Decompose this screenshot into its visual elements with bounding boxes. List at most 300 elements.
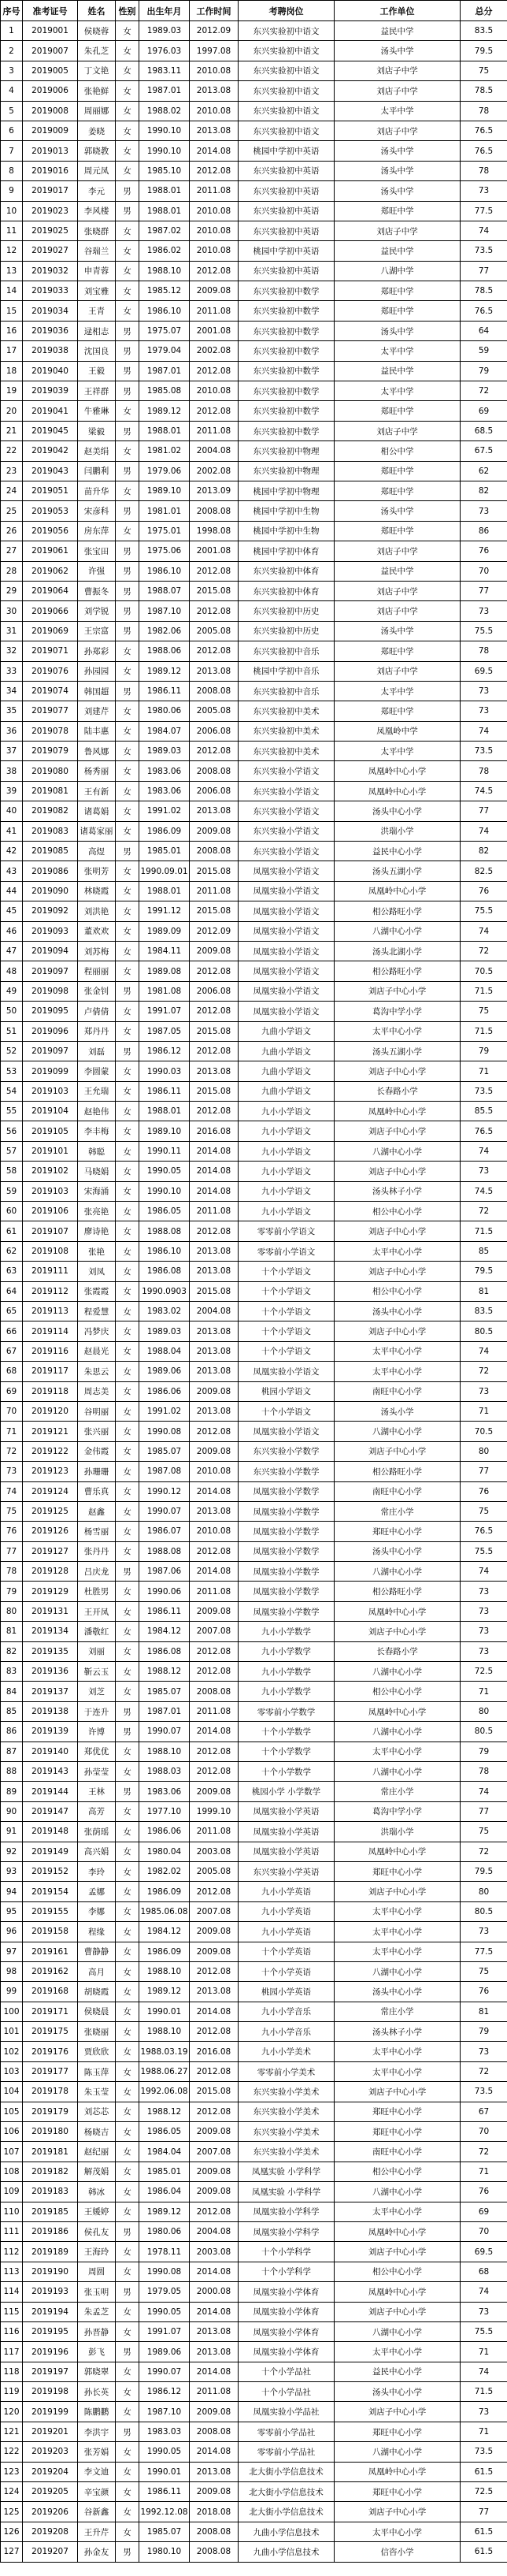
cell-unit: 凤凰岭中心小学	[335, 781, 461, 801]
cell-exam-id: 2019128	[23, 1562, 78, 1582]
cell-gender: 女	[116, 1761, 139, 1781]
cell-birth: 1988.01	[139, 421, 190, 440]
cell-seq: 32	[1, 641, 23, 661]
cell-gender: 男	[116, 461, 139, 481]
cell-seq: 44	[1, 881, 23, 901]
cell-name: 李元	[78, 181, 116, 201]
table-row	[1, 421, 507, 440]
table-row	[1, 1822, 507, 1842]
table-row	[1, 241, 507, 261]
table-row	[1, 2342, 507, 2362]
cell-work-start: 2009.08	[190, 1441, 239, 1461]
cell-post: 北大街小学信息技术	[239, 2502, 335, 2522]
cell-birth: 1976.03	[139, 41, 190, 61]
table-row	[1, 1002, 507, 1021]
cell-score: 85.5	[461, 1102, 507, 1121]
cell-seq: 46	[1, 921, 23, 941]
cell-name: 张明芳	[78, 861, 116, 881]
cell-post: 桃园小学英语	[239, 1982, 335, 2002]
cell-work-start: 2011.08	[190, 301, 239, 321]
cell-exam-id: 2019097	[23, 1041, 78, 1061]
cell-work-start: 2012.08	[190, 1041, 239, 1061]
cell-seq: 127	[1, 2542, 23, 2562]
cell-seq: 102	[1, 2042, 23, 2061]
cell-name: 刘苏梅	[78, 941, 116, 961]
cell-name: 朱孟芝	[78, 2302, 116, 2321]
table-row	[1, 2382, 507, 2402]
cell-gender: 女	[116, 1982, 139, 2002]
table-row	[1, 1722, 507, 1741]
table-row	[1, 2502, 507, 2522]
cell-score: 81	[461, 2002, 507, 2021]
cell-post: 桃园中学初中生物	[239, 521, 335, 541]
cell-gender: 女	[116, 1181, 139, 1201]
cell-gender: 女	[116, 2162, 139, 2181]
cell-unit: 八湖中心小学	[335, 2442, 461, 2462]
table-row	[1, 2482, 507, 2502]
table-row	[1, 761, 507, 781]
cell-name: 郭晓翠	[78, 2362, 116, 2381]
cell-score: 67.5	[461, 441, 507, 461]
cell-score: 79	[461, 1741, 507, 1761]
cell-score: 76	[461, 541, 507, 561]
cell-exam-id: 2019033	[23, 281, 78, 301]
cell-work-start: 2015.08	[190, 2082, 239, 2102]
cell-seq: 29	[1, 581, 23, 600]
cell-post: 东兴实验初中音乐	[239, 681, 335, 701]
cell-unit: 刘店子中学	[335, 541, 461, 561]
cell-post: 零零前小学品社	[239, 2422, 335, 2441]
cell-post: 桃园小学语文	[239, 1381, 335, 1401]
cell-unit: 刘店子中学	[335, 421, 461, 440]
cell-exam-id: 2019051	[23, 481, 78, 500]
cell-birth: 1986.12	[139, 1041, 190, 1061]
cell-name: 周志美	[78, 1381, 116, 1401]
cell-exam-id: 2019152	[23, 1861, 78, 1881]
cell-work-start: 2013.08	[190, 1321, 239, 1341]
cell-gender: 女	[116, 1641, 139, 1661]
cell-gender: 男	[116, 501, 139, 521]
cell-seq: 1	[1, 21, 23, 41]
cell-post: 凤凰实验小学数学	[239, 1601, 335, 1621]
table-row	[1, 842, 507, 861]
cell-gender: 男	[116, 2342, 139, 2362]
cell-post: 九小小学数学	[239, 1662, 335, 1682]
cell-name: 刘洪艳	[78, 901, 116, 921]
cell-work-start: 2011.08	[190, 1822, 239, 1842]
cell-unit: 刘店子中学	[335, 581, 461, 600]
cell-score: 79.5	[461, 41, 507, 61]
cell-seq: 30	[1, 601, 23, 621]
cell-birth: 1989.12	[139, 1982, 190, 2002]
cell-seq: 81	[1, 1622, 23, 1641]
cell-gender: 女	[116, 2002, 139, 2021]
cell-seq: 13	[1, 261, 23, 281]
cell-exam-id: 2019092	[23, 901, 78, 921]
table-row	[1, 141, 507, 161]
cell-birth: 1986.10	[139, 301, 190, 321]
cell-score: 73	[461, 1622, 507, 1641]
cell-birth: 1984.04	[139, 2142, 190, 2162]
cell-name: 张荫瑶	[78, 1822, 116, 1842]
cell-birth: 1986.08	[139, 1262, 190, 1281]
cell-name: 王祥群	[78, 381, 116, 401]
cell-gender: 女	[116, 2102, 139, 2121]
cell-birth: 1990.07	[139, 1501, 190, 1521]
cell-exam-id: 2019203	[23, 2442, 78, 2462]
cell-post: 东兴实验初中数学	[239, 401, 335, 421]
cell-birth: 1988.07	[139, 581, 190, 600]
cell-birth: 1986.06	[139, 1381, 190, 1401]
cell-name: 韩国超	[78, 681, 116, 701]
cell-post: 东兴实验初中音乐	[239, 641, 335, 661]
cell-gender: 女	[116, 1801, 139, 1821]
cell-birth: 1985.10	[139, 161, 190, 180]
cell-birth: 1989.08	[139, 961, 190, 981]
cell-unit: 相公路旺小学	[335, 1582, 461, 1601]
cell-seq: 87	[1, 1741, 23, 1761]
cell-birth: 1992.06.08	[139, 2082, 190, 2102]
cell-unit: 刘店子中心小学	[335, 1221, 461, 1241]
cell-gender: 男	[116, 2282, 139, 2302]
cell-exam-id: 2019016	[23, 161, 78, 180]
cell-name: 高兴娟	[78, 1842, 116, 1861]
cell-birth: 1988.01	[139, 201, 190, 221]
cell-seq: 15	[1, 301, 23, 321]
cell-birth: 1983.06	[139, 781, 190, 801]
cell-work-start: 2004.08	[190, 2221, 239, 2241]
cell-post: 东兴实验小学美术	[239, 2102, 335, 2121]
table-row	[1, 1302, 507, 1321]
cell-post: 九曲小学语文	[239, 1021, 335, 1041]
cell-exam-id: 2019193	[23, 2282, 78, 2302]
cell-seq: 95	[1, 1901, 23, 1921]
cell-name: 王海玲	[78, 2242, 116, 2262]
cell-name: 陈玉萍	[78, 2061, 116, 2081]
cell-score: 77	[461, 1801, 507, 1821]
cell-exam-id: 2019139	[23, 1722, 78, 1741]
cell-unit: 凤凰岭中心小学	[335, 2462, 461, 2481]
cell-exam-id: 2019204	[23, 2462, 78, 2481]
cell-unit: 汤头中学	[335, 621, 461, 641]
cell-post: 东兴实验初中语文	[239, 121, 335, 140]
cell-score: 70.5	[461, 1422, 507, 1441]
cell-score: 71	[461, 1401, 507, 1421]
cell-name: 李圆蒙	[78, 1061, 116, 1081]
cell-work-start: 2013.08	[190, 1262, 239, 1281]
cell-birth: 1990.01	[139, 2462, 190, 2481]
cell-seq: 52	[1, 1041, 23, 1061]
cell-birth: 1990.07	[139, 1722, 190, 1741]
cell-post: 东兴实验小学美术	[239, 2142, 335, 2162]
table-row	[1, 1982, 507, 2002]
table-row	[1, 1582, 507, 1601]
cell-name: 朱孔芝	[78, 41, 116, 61]
table-row	[1, 1141, 507, 1161]
cell-score: 72	[461, 1202, 507, 1221]
cell-birth: 1986.09	[139, 821, 190, 841]
cell-score: 82	[461, 842, 507, 861]
cell-score: 86	[461, 521, 507, 541]
cell-birth: 1989.12	[139, 401, 190, 421]
cell-seq: 79	[1, 1582, 23, 1601]
cell-post: 凤凰实验小学体育	[239, 2342, 335, 2362]
cell-score: 78	[461, 161, 507, 180]
cell-exam-id: 2019095	[23, 1002, 78, 1021]
cell-gender: 女	[116, 441, 139, 461]
cell-name: 刘磊	[78, 1041, 116, 1061]
table-row	[1, 1682, 507, 1701]
cell-gender: 女	[116, 1081, 139, 1101]
cell-name: 张艳	[78, 1241, 116, 1261]
cell-unit: 八湖中心小学	[335, 1422, 461, 1441]
cell-post: 九小小学语文	[239, 1141, 335, 1161]
cell-seq: 64	[1, 1281, 23, 1301]
header-gender: 性别	[116, 1, 139, 21]
table-row	[1, 2202, 507, 2221]
cell-work-start: 2012.08	[190, 742, 239, 761]
cell-gender: 女	[116, 1202, 139, 1221]
cell-seq: 115	[1, 2302, 23, 2321]
cell-score: 75.5	[461, 621, 507, 641]
cell-gender: 男	[116, 561, 139, 581]
cell-name: 张晓丽	[78, 2022, 116, 2042]
cell-unit: 相公路旺小学	[335, 1462, 461, 1481]
table-row	[1, 381, 507, 401]
cell-seq: 107	[1, 2142, 23, 2162]
cell-score: 83.5	[461, 21, 507, 41]
cell-post: 凤凰实验 小学科学	[239, 2182, 335, 2202]
cell-post: 东兴实验小学美术	[239, 2122, 335, 2142]
cell-unit: 郑旺中学	[335, 481, 461, 500]
cell-seq: 93	[1, 1861, 23, 1881]
cell-birth: 1987.01	[139, 81, 190, 101]
cell-unit: 郑旺中心小学	[335, 2422, 461, 2441]
cell-unit: 郑旺中心小学	[335, 1522, 461, 1541]
cell-post: 凤凰实验小学数学	[239, 1562, 335, 1582]
cell-unit: 常庄小学	[335, 2002, 461, 2021]
table-row	[1, 361, 507, 381]
cell-unit: 刘店子中学	[335, 61, 461, 80]
cell-post: 东兴实验初中数学	[239, 301, 335, 321]
cell-work-start: 2013.08	[190, 1241, 239, 1261]
cell-birth: 1988.08	[139, 1221, 190, 1241]
table-row	[1, 1522, 507, 1541]
cell-gender: 女	[116, 961, 139, 981]
cell-work-start: 2012.08	[190, 961, 239, 981]
cell-gender: 女	[116, 101, 139, 121]
cell-unit: 汤头中心小学	[335, 1541, 461, 1561]
table-row	[1, 121, 507, 140]
cell-birth: 1989.10	[139, 481, 190, 500]
cell-score: 74	[461, 1341, 507, 1361]
cell-work-start: 2014.08	[190, 2302, 239, 2321]
cell-name: 王开凤	[78, 1601, 116, 1621]
cell-name: 赵鑫	[78, 1501, 116, 1521]
cell-gender: 女	[116, 821, 139, 841]
cell-work-start: 2006.08	[190, 981, 239, 1001]
cell-name: 孙金友	[78, 2542, 116, 2562]
cell-unit: 刘店子中心小学	[335, 1162, 461, 1181]
cell-exam-id: 2019147	[23, 1801, 78, 1821]
cell-post: 十个小学英语	[239, 1961, 335, 1981]
cell-exam-id: 2019107	[23, 1221, 78, 1241]
cell-score: 74	[461, 721, 507, 741]
cell-work-start: 2012.08	[190, 1662, 239, 1682]
cell-unit: 八湖中心小学	[335, 1961, 461, 1981]
cell-score: 73	[461, 2302, 507, 2321]
cell-seq: 114	[1, 2282, 23, 2302]
cell-exam-id: 2019105	[23, 1121, 78, 1141]
cell-score: 74	[461, 221, 507, 240]
cell-gender: 男	[116, 842, 139, 861]
cell-name: 申青蓉	[78, 261, 116, 281]
cell-name: 赵纪丽	[78, 2142, 116, 2162]
cell-seq: 27	[1, 541, 23, 561]
cell-work-start: 2009.08	[190, 2122, 239, 2142]
cell-work-start: 2005.08	[190, 701, 239, 721]
table-row	[1, 2462, 507, 2481]
cell-exam-id: 2019045	[23, 421, 78, 440]
cell-birth: 1983.11	[139, 61, 190, 80]
cell-gender: 女	[116, 781, 139, 801]
cell-unit: 信咨小学	[335, 2542, 461, 2562]
cell-gender: 男	[116, 341, 139, 361]
cell-unit: 郑旺中学	[335, 521, 461, 541]
table-row	[1, 1162, 507, 1181]
cell-gender: 女	[116, 1002, 139, 1021]
cell-work-start: 2011.08	[190, 881, 239, 901]
cell-seq: 96	[1, 1922, 23, 1942]
cell-name: 王升芹	[78, 2522, 116, 2541]
cell-gender: 女	[116, 941, 139, 961]
cell-birth: 1987.10	[139, 601, 190, 621]
cell-unit: 汤头中心小学	[335, 801, 461, 821]
cell-exam-id: 2019042	[23, 441, 78, 461]
table-row	[1, 1061, 507, 1081]
cell-name: 杨晓吉	[78, 2122, 116, 2142]
cell-gender: 女	[116, 1901, 139, 1921]
cell-gender: 女	[116, 2042, 139, 2061]
cell-exam-id: 2019185	[23, 2202, 78, 2221]
cell-seq: 56	[1, 1121, 23, 1141]
cell-name: 孙晋静	[78, 2321, 116, 2341]
cell-score: 72	[461, 1362, 507, 1381]
cell-unit: 相公中心小学	[335, 1682, 461, 1701]
cell-gender: 女	[116, 1741, 139, 1761]
cell-birth: 1987.02	[139, 221, 190, 240]
cell-birth: 1988.12	[139, 1662, 190, 1682]
cell-post: 凤凰实验小学语文	[239, 1422, 335, 1441]
cell-score: 78	[461, 101, 507, 121]
cell-unit: 刘店子中心小学	[335, 1441, 461, 1461]
table-row	[1, 1801, 507, 1821]
cell-exam-id: 2019194	[23, 2302, 78, 2321]
cell-unit: 益民中学	[335, 21, 461, 41]
cell-work-start: 2012.08	[190, 1221, 239, 1241]
cell-unit: 郑旺中心小学	[335, 1861, 461, 1881]
cell-score: 78	[461, 761, 507, 781]
cell-name: 郭晓教	[78, 141, 116, 161]
table-row	[1, 161, 507, 180]
cell-name: 陆丰惠	[78, 721, 116, 741]
cell-exam-id: 2019205	[23, 2482, 78, 2502]
cell-exam-id: 2019148	[23, 1822, 78, 1842]
cell-post: 东兴实验小学语文	[239, 761, 335, 781]
cell-exam-id: 2019113	[23, 1302, 78, 1321]
cell-work-start: 2009.08	[190, 1782, 239, 1801]
cell-score: 75.5	[461, 2321, 507, 2341]
cell-work-start: 2012.08	[190, 1961, 239, 1981]
cell-birth: 1986.02	[139, 241, 190, 261]
cell-name: 李娜	[78, 1901, 116, 1921]
table-row	[1, 2082, 507, 2102]
cell-gender: 女	[116, 1481, 139, 1501]
cell-unit: 太平中心小学	[335, 2042, 461, 2061]
cell-unit: 刘店子中学	[335, 81, 461, 101]
cell-exam-id: 2019137	[23, 1682, 78, 1701]
cell-name: 彭飞	[78, 2342, 116, 2362]
cell-birth: 1981.08	[139, 981, 190, 1001]
table-body	[1, 21, 507, 2563]
cell-work-start: 2018.08	[190, 2502, 239, 2522]
cell-score: 74	[461, 921, 507, 941]
cell-exam-id: 2019161	[23, 1942, 78, 1961]
cell-post: 凤凰实验小学英语	[239, 1842, 335, 1861]
cell-work-start: 2013.08	[190, 1362, 239, 1381]
cell-exam-id: 2019023	[23, 201, 78, 221]
cell-post: 东兴实验初中历史	[239, 621, 335, 641]
cell-score: 69	[461, 401, 507, 421]
cell-work-start: 2009.08	[190, 941, 239, 961]
cell-name: 王宗富	[78, 621, 116, 641]
cell-unit: 刘店子中心小学	[335, 1882, 461, 1901]
cell-post: 十个小学科学	[239, 2242, 335, 2262]
cell-gender: 男	[116, 361, 139, 381]
cell-name: 王林	[78, 1782, 116, 1801]
cell-score: 82.5	[461, 861, 507, 881]
cell-birth: 1986.07	[139, 1522, 190, 1541]
table-row	[1, 2402, 507, 2422]
cell-exam-id: 2019134	[23, 1622, 78, 1641]
cell-work-start: 2007.08	[190, 1901, 239, 1921]
cell-post: 凤凰实验小学英语	[239, 1822, 335, 1842]
cell-seq: 86	[1, 1722, 23, 1741]
cell-birth: 1990.07	[139, 2362, 190, 2381]
cell-unit: 南旺中心小学	[335, 1381, 461, 1401]
cell-gender: 女	[116, 901, 139, 921]
cell-post: 十个小学语文	[239, 1321, 335, 1341]
cell-unit: 刘店子中心小学	[335, 2302, 461, 2321]
cell-exam-id: 2019103	[23, 1181, 78, 1201]
cell-post: 东兴实验小学语文	[239, 842, 335, 861]
cell-score: 71	[461, 1682, 507, 1701]
cell-score: 74.5	[461, 1181, 507, 1201]
cell-gender: 男	[116, 381, 139, 401]
cell-name: 孙园园	[78, 661, 116, 681]
cell-gender: 女	[116, 1341, 139, 1361]
cell-seq: 20	[1, 401, 23, 421]
cell-seq: 26	[1, 521, 23, 541]
cell-exam-id: 2019138	[23, 1701, 78, 1721]
cell-birth: 1990.06	[139, 1582, 190, 1601]
cell-work-start: 2002.08	[190, 461, 239, 481]
cell-post: 凤凰实验小学语文	[239, 981, 335, 1001]
cell-name: 房东萍	[78, 521, 116, 541]
table-row	[1, 1761, 507, 1781]
cell-exam-id: 2019093	[23, 921, 78, 941]
cell-post: 东兴实验初中美术	[239, 742, 335, 761]
